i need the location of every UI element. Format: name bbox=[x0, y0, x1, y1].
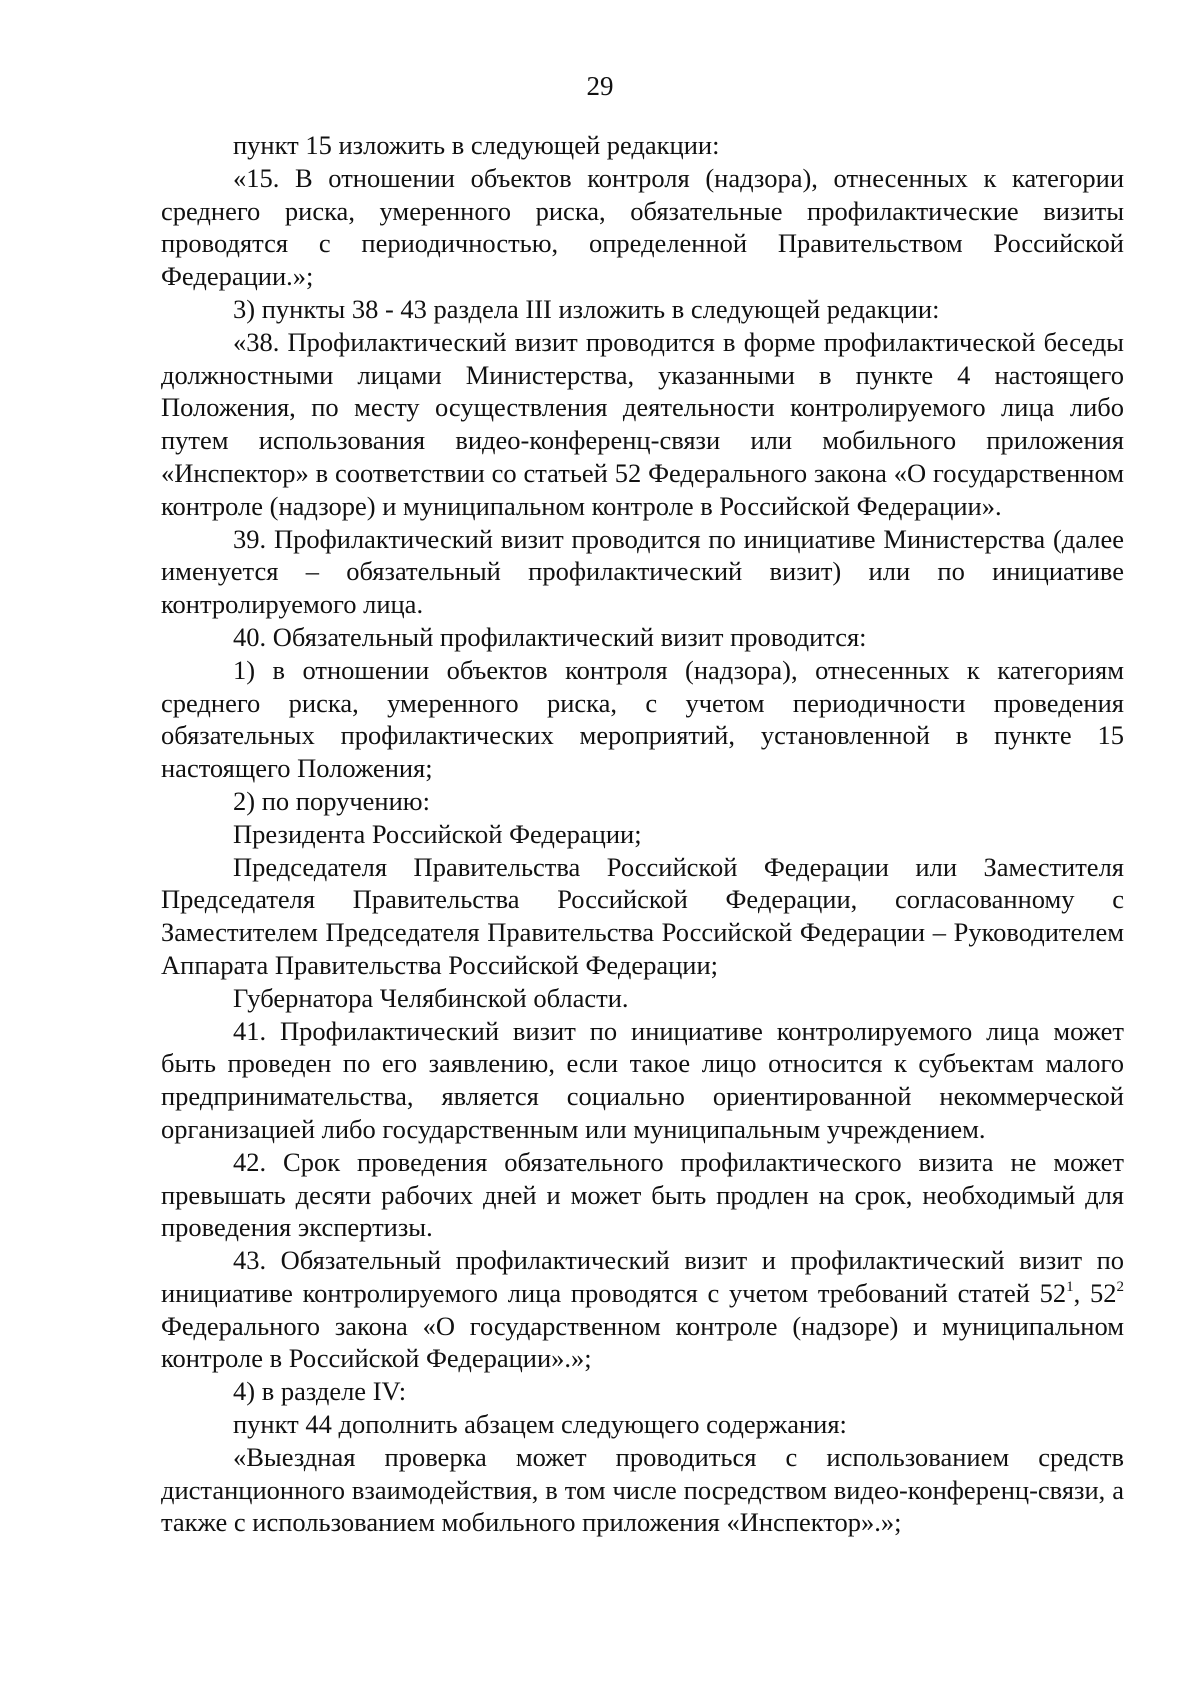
paragraph: Губернатора Челябинской области. bbox=[233, 982, 629, 1013]
superscript: 1 bbox=[1066, 1278, 1074, 1295]
paragraph: «Выездная проверка может проводиться с использованием средств дистанционного взаимодействия, в том числе посредством видео-конференц-связи, а также с использованием мобильного приложения «Инспектор».»; bbox=[161, 1441, 1124, 1538]
paragraph: 40. Обязательный профилактический визит проводится: bbox=[233, 621, 867, 652]
paragraph-43 bbox=[161, 1244, 1124, 1375]
paragraph: 4) в разделе IV: bbox=[233, 1376, 407, 1407]
paragraph: пункт 15 изложить в следующей редакции: bbox=[233, 130, 720, 160]
paragraph: пункт 44 дополнить абзацем следующего содержания: bbox=[233, 1409, 847, 1440]
paragraph: 1) в отношении объектов контроля (надзора), отнесенных к категориям среднего риска, умеренного риска, с учетом периодичности проведения обязательных профилактических мероприятий, установленной в пункте 15 настоящего Положения; bbox=[161, 654, 1124, 784]
paragraph: 2) по поручению: bbox=[233, 785, 430, 816]
paragraph-43-text: Федерального закона «О государственном контроле (надзоре) и муниципальном контроле в Российской Федерации».»; bbox=[161, 1310, 1124, 1374]
paragraph: 3) пункты 38 - 43 раздела III изложить в следующей редакции: bbox=[233, 293, 940, 324]
superscript: 2 bbox=[1116, 1278, 1124, 1295]
paragraph: 39. Профилактический визит проводится по инициативе Министерства (далее именуется – обязательный профилактический визит) или по инициативе контролируемого лица. bbox=[161, 523, 1124, 620]
paragraph-43-text: 43. Обязательный профилактический визит и профилактический визит по инициативе контролируемого лица проводятся с учетом требований статей 52 bbox=[161, 1245, 1124, 1308]
page-number: 29 bbox=[586, 71, 614, 101]
paragraph-43-text: , 52 bbox=[1073, 1277, 1117, 1308]
paragraph: 41. Профилактический визит по инициативе контролируемого лица может быть проведен по его заявлению, если такое лицо относится к субъектам малого предпринимательства, является социально ориентированной некоммерческой организацией либо государственным или муниципальным учреждением. bbox=[161, 1015, 1124, 1144]
paragraph: Председателя Правительства Российской Федерации или Заместителя Председателя Правительства Российской Федерации, согласованному с Заместителем Председателя Правительства Российской Федерации – Руководителем Аппарата Правительства Российской Федерации; bbox=[161, 851, 1124, 980]
paragraph: 42. Срок проведения обязательного профилактического визита не может превышать десяти рабочих дней и может быть продлен на срок, необходимый для проведения экспертизы. bbox=[161, 1146, 1124, 1243]
paragraph: «15. В отношении объектов контроля (надзора), отнесенных к категории среднего риска, умеренного риска, обязательные профилактические визиты проводятся с периодичностью, определенной Правительством Российской Федерации.»; bbox=[161, 162, 1124, 292]
paragraph: «38. Профилактический визит проводится в форме профилактической беседы должностными лицами Министерства, указанными в пункте 4 настоящего Положения, по месту осуществления деятельности контролируемого лица либо путем использования видео-конференц-связи или мобильного приложения «Инспектор» в соответствии со статьей 52 Федерального закона «О государственном контроле (надзоре) и муниципальном контроле в Российской Федерации». bbox=[161, 326, 1124, 521]
document-body bbox=[161, 129, 1124, 1539]
paragraph: Президента Российской Федерации; bbox=[233, 818, 642, 849]
